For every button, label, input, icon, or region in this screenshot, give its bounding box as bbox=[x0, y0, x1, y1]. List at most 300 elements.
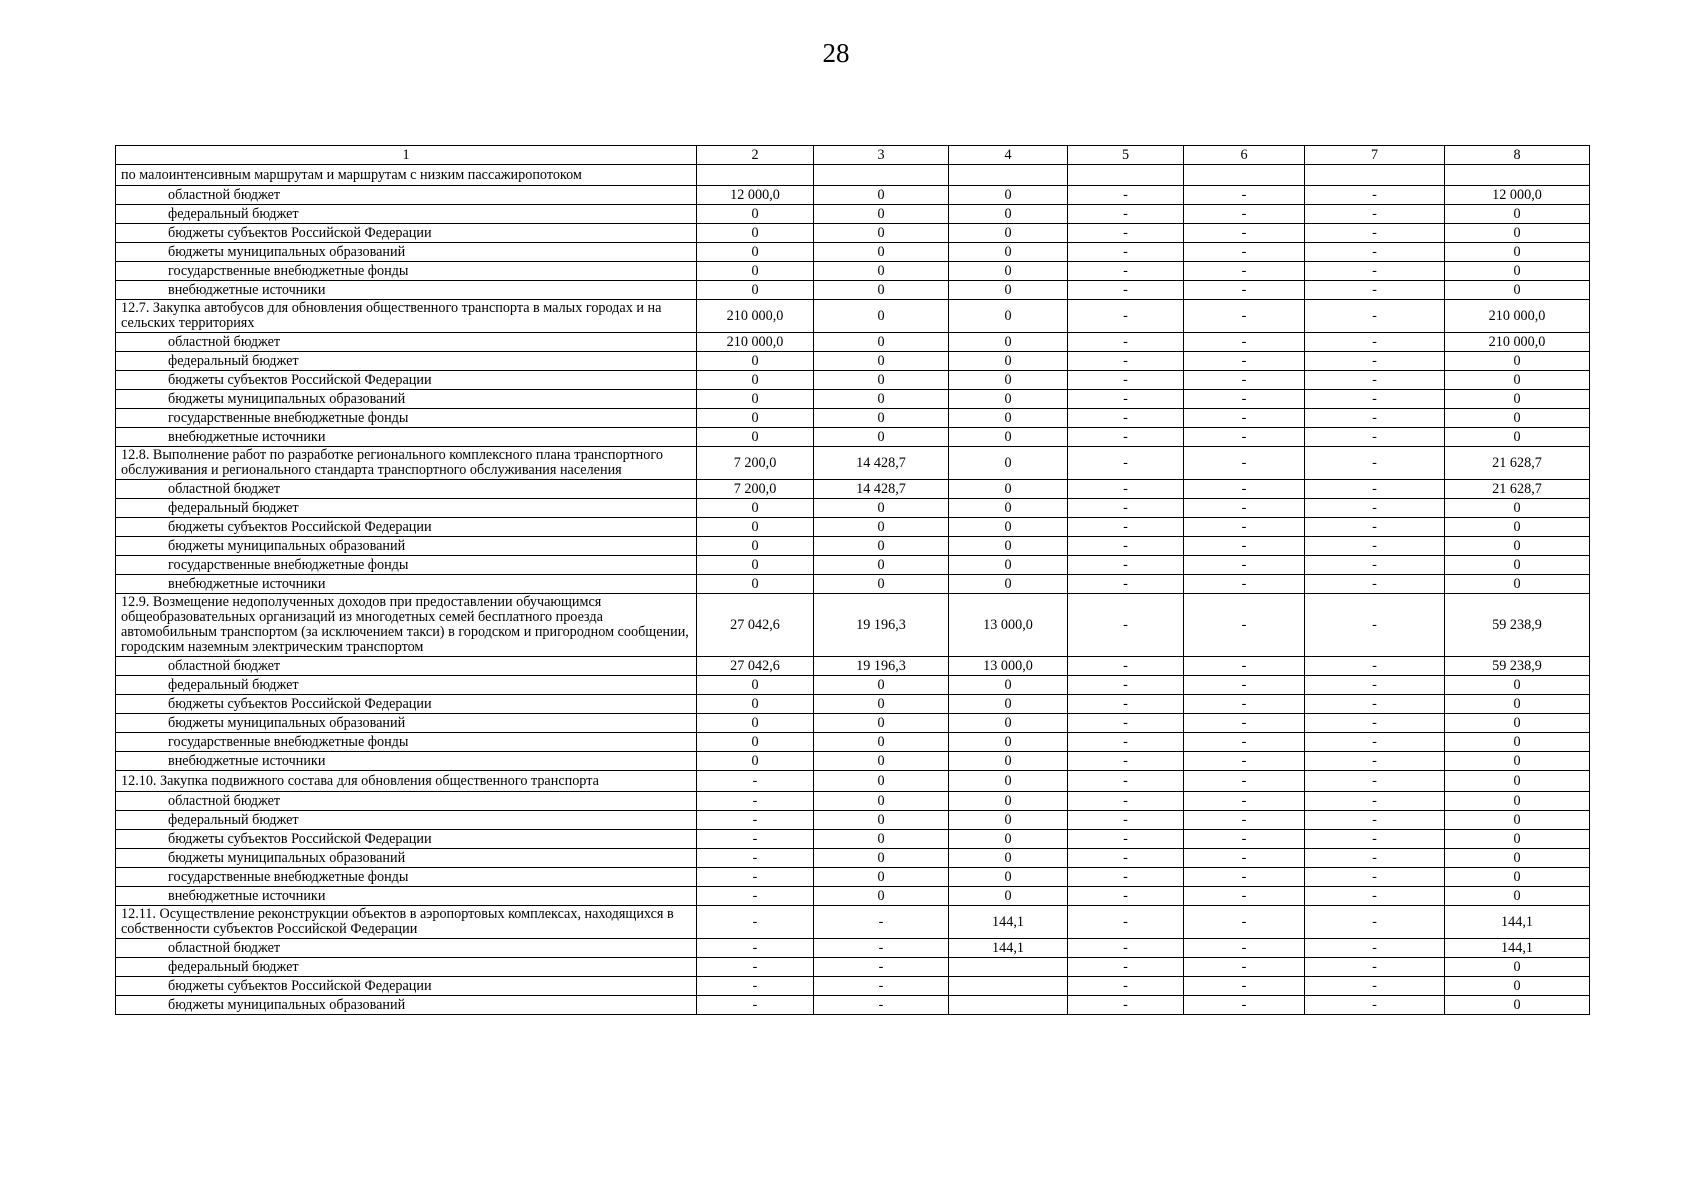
value-col-4-cell: 0 bbox=[949, 333, 1068, 352]
value-col-6-cell: - bbox=[1184, 849, 1305, 868]
value-col-2-cell: 0 bbox=[697, 556, 814, 575]
row-label-cell: федеральный бюджет bbox=[116, 676, 697, 695]
value-col-7-cell: - bbox=[1305, 243, 1445, 262]
value-col-4-cell: 0 bbox=[949, 537, 1068, 556]
value-col-6-cell: - bbox=[1184, 333, 1305, 352]
value-col-6-cell: - bbox=[1184, 887, 1305, 906]
value-col-2-cell: - bbox=[697, 849, 814, 868]
column-number-cell: 2 bbox=[697, 146, 814, 165]
table-subrow bbox=[116, 390, 1590, 409]
value-col-8-cell: 0 bbox=[1445, 752, 1590, 771]
value-col-7-cell: - bbox=[1305, 657, 1445, 676]
value-col-7-cell: - bbox=[1305, 811, 1445, 830]
value-col-5-cell: - bbox=[1068, 518, 1184, 537]
table-subrow bbox=[116, 186, 1590, 205]
value-col-6-cell: - bbox=[1184, 939, 1305, 958]
table-group-row bbox=[116, 300, 1590, 333]
column-number-cell: 7 bbox=[1305, 146, 1445, 165]
value-col-7-cell: - bbox=[1305, 390, 1445, 409]
table-subrow bbox=[116, 811, 1590, 830]
row-label-cell: бюджеты муниципальных образований bbox=[116, 996, 697, 1015]
value-col-6-cell: - bbox=[1184, 518, 1305, 537]
row-label-cell: 12.10. Закупка подвижного состава для обновления общественного транспорта bbox=[116, 771, 697, 792]
value-col-2-cell: 7 200,0 bbox=[697, 447, 814, 480]
value-col-5-cell: - bbox=[1068, 958, 1184, 977]
value-col-4-cell: 0 bbox=[949, 371, 1068, 390]
value-col-6-cell: - bbox=[1184, 243, 1305, 262]
value-col-8-cell: 0 bbox=[1445, 830, 1590, 849]
value-col-2-cell: 0 bbox=[697, 537, 814, 556]
row-label-cell: внебюджетные источники bbox=[116, 575, 697, 594]
value-col-2-cell: 0 bbox=[697, 243, 814, 262]
value-col-3-cell: 0 bbox=[814, 714, 949, 733]
row-label-cell: федеральный бюджет bbox=[116, 499, 697, 518]
value-col-5-cell: - bbox=[1068, 695, 1184, 714]
value-col-3-cell: 0 bbox=[814, 771, 949, 792]
table-subrow bbox=[116, 714, 1590, 733]
value-col-3-cell: 0 bbox=[814, 887, 949, 906]
value-col-2-cell: - bbox=[697, 939, 814, 958]
value-col-3-cell: - bbox=[814, 939, 949, 958]
table-subrow bbox=[116, 518, 1590, 537]
value-col-5-cell: - bbox=[1068, 262, 1184, 281]
value-col-4-cell: 0 bbox=[949, 243, 1068, 262]
value-col-8-cell: 0 bbox=[1445, 868, 1590, 887]
value-col-6-cell: - bbox=[1184, 205, 1305, 224]
value-col-7-cell: - bbox=[1305, 752, 1445, 771]
value-col-6-cell: - bbox=[1184, 499, 1305, 518]
value-col-4-cell: 144,1 bbox=[949, 939, 1068, 958]
value-col-6-cell: - bbox=[1184, 224, 1305, 243]
value-col-7-cell: - bbox=[1305, 958, 1445, 977]
value-col-2-cell: 0 bbox=[697, 499, 814, 518]
row-label-cell: областной бюджет bbox=[116, 657, 697, 676]
value-col-8-cell bbox=[1445, 165, 1590, 186]
column-number-cell: 6 bbox=[1184, 146, 1305, 165]
value-col-8-cell: 0 bbox=[1445, 556, 1590, 575]
row-label-cell: бюджеты субъектов Российской Федерации bbox=[116, 224, 697, 243]
value-col-6-cell: - bbox=[1184, 371, 1305, 390]
value-col-4-cell bbox=[949, 996, 1068, 1015]
table-subrow bbox=[116, 352, 1590, 371]
row-label-cell: государственные внебюджетные фонды bbox=[116, 409, 697, 428]
value-col-7-cell: - bbox=[1305, 409, 1445, 428]
value-col-4-cell: 0 bbox=[949, 714, 1068, 733]
value-col-8-cell: 0 bbox=[1445, 733, 1590, 752]
value-col-3-cell: 0 bbox=[814, 262, 949, 281]
value-col-5-cell: - bbox=[1068, 657, 1184, 676]
value-col-2-cell: 0 bbox=[697, 714, 814, 733]
value-col-3-cell: 0 bbox=[814, 849, 949, 868]
value-col-2-cell: 0 bbox=[697, 352, 814, 371]
table-subrow bbox=[116, 733, 1590, 752]
table-subrow bbox=[116, 281, 1590, 300]
value-col-6-cell: - bbox=[1184, 409, 1305, 428]
value-col-2-cell: 0 bbox=[697, 575, 814, 594]
value-col-6-cell: - bbox=[1184, 657, 1305, 676]
row-label-cell: бюджеты муниципальных образований bbox=[116, 537, 697, 556]
row-label-cell: 12.8. Выполнение работ по разработке регионального комплексного плана транспортного обслуживания и регионального стандарта транспортного обслуживания населения bbox=[116, 447, 697, 480]
value-col-3-cell: 0 bbox=[814, 575, 949, 594]
value-col-4-cell bbox=[949, 958, 1068, 977]
value-col-4-cell: 0 bbox=[949, 575, 1068, 594]
row-label-cell: федеральный бюджет bbox=[116, 958, 697, 977]
value-col-7-cell: - bbox=[1305, 714, 1445, 733]
value-col-5-cell: - bbox=[1068, 939, 1184, 958]
value-col-4-cell: 0 bbox=[949, 676, 1068, 695]
column-number-cell: 3 bbox=[814, 146, 949, 165]
table-subrow bbox=[116, 792, 1590, 811]
value-col-2-cell: 0 bbox=[697, 695, 814, 714]
value-col-2-cell: 0 bbox=[697, 752, 814, 771]
value-col-6-cell: - bbox=[1184, 281, 1305, 300]
table-subrow bbox=[116, 996, 1590, 1015]
value-col-2-cell: 0 bbox=[697, 676, 814, 695]
row-label-cell: федеральный бюджет bbox=[116, 352, 697, 371]
value-col-8-cell: 0 bbox=[1445, 575, 1590, 594]
value-col-5-cell: - bbox=[1068, 792, 1184, 811]
row-label-cell: внебюджетные источники bbox=[116, 428, 697, 447]
value-col-8-cell: 0 bbox=[1445, 409, 1590, 428]
value-col-7-cell: - bbox=[1305, 996, 1445, 1015]
value-col-6-cell: - bbox=[1184, 977, 1305, 996]
row-label-cell: областной бюджет bbox=[116, 186, 697, 205]
table-subrow bbox=[116, 939, 1590, 958]
value-col-5-cell bbox=[1068, 165, 1184, 186]
value-col-3-cell: 0 bbox=[814, 830, 949, 849]
value-col-5-cell: - bbox=[1068, 830, 1184, 849]
value-col-2-cell: 0 bbox=[697, 262, 814, 281]
value-col-3-cell: 0 bbox=[814, 243, 949, 262]
value-col-8-cell: 59 238,9 bbox=[1445, 657, 1590, 676]
value-col-5-cell: - bbox=[1068, 281, 1184, 300]
value-col-8-cell: 0 bbox=[1445, 977, 1590, 996]
value-col-7-cell: - bbox=[1305, 499, 1445, 518]
row-label-cell: внебюджетные источники bbox=[116, 752, 697, 771]
value-col-4-cell: 0 bbox=[949, 695, 1068, 714]
row-label-cell: бюджеты субъектов Российской Федерации bbox=[116, 830, 697, 849]
row-label-cell: государственные внебюджетные фонды bbox=[116, 556, 697, 575]
value-col-8-cell: 0 bbox=[1445, 811, 1590, 830]
table-subrow bbox=[116, 695, 1590, 714]
value-col-3-cell: - bbox=[814, 906, 949, 939]
column-number-row bbox=[116, 146, 1590, 165]
value-col-7-cell: - bbox=[1305, 186, 1445, 205]
value-col-5-cell: - bbox=[1068, 594, 1184, 657]
value-col-7-cell: - bbox=[1305, 224, 1445, 243]
row-label-cell: бюджеты муниципальных образований bbox=[116, 243, 697, 262]
value-col-2-cell: - bbox=[697, 996, 814, 1015]
value-col-6-cell bbox=[1184, 165, 1305, 186]
row-label-cell: федеральный бюджет bbox=[116, 811, 697, 830]
value-col-2-cell: - bbox=[697, 811, 814, 830]
value-col-8-cell: 0 bbox=[1445, 390, 1590, 409]
value-col-7-cell: - bbox=[1305, 594, 1445, 657]
value-col-5-cell: - bbox=[1068, 733, 1184, 752]
value-col-7-cell: - bbox=[1305, 556, 1445, 575]
value-col-8-cell: 0 bbox=[1445, 792, 1590, 811]
value-col-4-cell: 0 bbox=[949, 300, 1068, 333]
value-col-6-cell: - bbox=[1184, 811, 1305, 830]
table-subrow bbox=[116, 371, 1590, 390]
value-col-6-cell: - bbox=[1184, 186, 1305, 205]
value-col-7-cell: - bbox=[1305, 695, 1445, 714]
row-label-cell: областной бюджет bbox=[116, 333, 697, 352]
value-col-4-cell: 0 bbox=[949, 811, 1068, 830]
value-col-6-cell: - bbox=[1184, 262, 1305, 281]
row-label-cell: внебюджетные источники bbox=[116, 281, 697, 300]
value-col-7-cell: - bbox=[1305, 300, 1445, 333]
value-col-3-cell: 0 bbox=[814, 281, 949, 300]
table-subrow bbox=[116, 243, 1590, 262]
value-col-6-cell: - bbox=[1184, 996, 1305, 1015]
value-col-4-cell: 13 000,0 bbox=[949, 657, 1068, 676]
value-col-8-cell: 0 bbox=[1445, 771, 1590, 792]
value-col-3-cell: 0 bbox=[814, 352, 949, 371]
value-col-3-cell: 0 bbox=[814, 300, 949, 333]
table-subrow bbox=[116, 849, 1590, 868]
value-col-2-cell: 12 000,0 bbox=[697, 186, 814, 205]
value-col-2-cell: 7 200,0 bbox=[697, 480, 814, 499]
value-col-2-cell: 0 bbox=[697, 518, 814, 537]
value-col-2-cell: 0 bbox=[697, 409, 814, 428]
value-col-4-cell: 0 bbox=[949, 752, 1068, 771]
value-col-2-cell: 0 bbox=[697, 428, 814, 447]
value-col-4-cell: 0 bbox=[949, 186, 1068, 205]
value-col-3-cell: 0 bbox=[814, 695, 949, 714]
value-col-5-cell: - bbox=[1068, 300, 1184, 333]
value-col-6-cell: - bbox=[1184, 830, 1305, 849]
value-col-4-cell: 0 bbox=[949, 428, 1068, 447]
column-number-cell: 8 bbox=[1445, 146, 1590, 165]
value-col-3-cell: 0 bbox=[814, 811, 949, 830]
value-col-3-cell: - bbox=[814, 996, 949, 1015]
value-col-8-cell: 21 628,7 bbox=[1445, 447, 1590, 480]
value-col-4-cell: 0 bbox=[949, 262, 1068, 281]
value-col-7-cell: - bbox=[1305, 428, 1445, 447]
value-col-7-cell: - bbox=[1305, 676, 1445, 695]
value-col-8-cell: 0 bbox=[1445, 262, 1590, 281]
budget-table bbox=[115, 145, 1590, 1015]
value-col-6-cell: - bbox=[1184, 352, 1305, 371]
value-col-4-cell: 0 bbox=[949, 390, 1068, 409]
table-group-row bbox=[116, 447, 1590, 480]
value-col-7-cell: - bbox=[1305, 733, 1445, 752]
value-col-5-cell: - bbox=[1068, 575, 1184, 594]
value-col-4-cell: 0 bbox=[949, 792, 1068, 811]
value-col-7-cell: - bbox=[1305, 447, 1445, 480]
value-col-3-cell: 0 bbox=[814, 499, 949, 518]
value-col-7-cell: - bbox=[1305, 333, 1445, 352]
table-subrow bbox=[116, 428, 1590, 447]
value-col-6-cell: - bbox=[1184, 906, 1305, 939]
table-subrow bbox=[116, 262, 1590, 281]
value-col-3-cell: 0 bbox=[814, 537, 949, 556]
value-col-3-cell: 0 bbox=[814, 868, 949, 887]
value-col-4-cell: 0 bbox=[949, 556, 1068, 575]
value-col-4-cell: 0 bbox=[949, 733, 1068, 752]
value-col-7-cell: - bbox=[1305, 939, 1445, 958]
value-col-3-cell: 19 196,3 bbox=[814, 594, 949, 657]
value-col-5-cell: - bbox=[1068, 771, 1184, 792]
value-col-6-cell: - bbox=[1184, 575, 1305, 594]
table-subrow bbox=[116, 480, 1590, 499]
value-col-6-cell: - bbox=[1184, 771, 1305, 792]
value-col-5-cell: - bbox=[1068, 480, 1184, 499]
row-label-cell: бюджеты субъектов Российской Федерации bbox=[116, 371, 697, 390]
value-col-5-cell: - bbox=[1068, 409, 1184, 428]
table-subrow bbox=[116, 499, 1590, 518]
value-col-8-cell: 0 bbox=[1445, 518, 1590, 537]
value-col-8-cell: 0 bbox=[1445, 996, 1590, 1015]
row-label-cell: бюджеты субъектов Российской Федерации bbox=[116, 977, 697, 996]
value-col-7-cell: - bbox=[1305, 906, 1445, 939]
value-col-7-cell: - bbox=[1305, 480, 1445, 499]
value-col-2-cell: - bbox=[697, 887, 814, 906]
value-col-2-cell: 27 042,6 bbox=[697, 657, 814, 676]
value-col-8-cell: 0 bbox=[1445, 205, 1590, 224]
value-col-6-cell: - bbox=[1184, 480, 1305, 499]
value-col-2-cell: 0 bbox=[697, 205, 814, 224]
value-col-6-cell: - bbox=[1184, 447, 1305, 480]
value-col-7-cell: - bbox=[1305, 977, 1445, 996]
value-col-8-cell: 0 bbox=[1445, 849, 1590, 868]
row-label-cell: бюджеты муниципальных образований bbox=[116, 714, 697, 733]
value-col-6-cell: - bbox=[1184, 594, 1305, 657]
value-col-5-cell: - bbox=[1068, 977, 1184, 996]
value-col-3-cell: 0 bbox=[814, 556, 949, 575]
value-col-3-cell: 0 bbox=[814, 752, 949, 771]
value-col-5-cell: - bbox=[1068, 333, 1184, 352]
value-col-6-cell: - bbox=[1184, 556, 1305, 575]
value-col-7-cell: - bbox=[1305, 849, 1445, 868]
table-subrow bbox=[116, 657, 1590, 676]
value-col-4-cell: 0 bbox=[949, 518, 1068, 537]
value-col-4-cell: 0 bbox=[949, 447, 1068, 480]
value-col-4-cell: 0 bbox=[949, 868, 1068, 887]
value-col-5-cell: - bbox=[1068, 556, 1184, 575]
row-label-cell: 12.11. Осуществление реконструкции объектов в аэропортовых комплексах, находящихся в собственности субъектов Российской Федерации bbox=[116, 906, 697, 939]
value-col-5-cell: - bbox=[1068, 887, 1184, 906]
value-col-4-cell: 0 bbox=[949, 830, 1068, 849]
value-col-8-cell: 0 bbox=[1445, 428, 1590, 447]
value-col-3-cell: 14 428,7 bbox=[814, 480, 949, 499]
row-label-cell: 12.9. Возмещение недополученных доходов при предоставлении обучающимся общеобразовательных организаций из многодетных семей бесплатного проезда автомобильным транспортом (за исключением такси) в городском и пригородном сообщении, городским наземным электрическим транспортом bbox=[116, 594, 697, 657]
table-group-row bbox=[116, 906, 1590, 939]
value-col-6-cell: - bbox=[1184, 733, 1305, 752]
value-col-8-cell: 0 bbox=[1445, 224, 1590, 243]
value-col-6-cell: - bbox=[1184, 300, 1305, 333]
value-col-5-cell: - bbox=[1068, 868, 1184, 887]
value-col-3-cell: 0 bbox=[814, 224, 949, 243]
value-col-2-cell: 0 bbox=[697, 281, 814, 300]
value-col-4-cell bbox=[949, 977, 1068, 996]
table-group-row bbox=[116, 771, 1590, 792]
value-col-8-cell: 0 bbox=[1445, 352, 1590, 371]
value-col-7-cell: - bbox=[1305, 887, 1445, 906]
value-col-2-cell: - bbox=[697, 906, 814, 939]
value-col-3-cell: 0 bbox=[814, 518, 949, 537]
value-col-2-cell: 0 bbox=[697, 733, 814, 752]
value-col-5-cell: - bbox=[1068, 996, 1184, 1015]
value-col-2-cell: 0 bbox=[697, 371, 814, 390]
value-col-3-cell: 0 bbox=[814, 333, 949, 352]
value-col-2-cell: - bbox=[697, 792, 814, 811]
column-number-cell: 1 bbox=[116, 146, 697, 165]
value-col-8-cell: 210 000,0 bbox=[1445, 300, 1590, 333]
row-label-cell: федеральный бюджет bbox=[116, 205, 697, 224]
value-col-3-cell: 0 bbox=[814, 733, 949, 752]
value-col-6-cell: - bbox=[1184, 714, 1305, 733]
value-col-5-cell: - bbox=[1068, 752, 1184, 771]
value-col-6-cell: - bbox=[1184, 752, 1305, 771]
value-col-5-cell: - bbox=[1068, 186, 1184, 205]
table-subrow bbox=[116, 830, 1590, 849]
value-col-4-cell: 0 bbox=[949, 499, 1068, 518]
value-col-4-cell: 0 bbox=[949, 771, 1068, 792]
value-col-7-cell: - bbox=[1305, 352, 1445, 371]
value-col-5-cell: - bbox=[1068, 428, 1184, 447]
value-col-3-cell: - bbox=[814, 958, 949, 977]
value-col-7-cell: - bbox=[1305, 771, 1445, 792]
value-col-4-cell: 0 bbox=[949, 887, 1068, 906]
value-col-2-cell bbox=[697, 165, 814, 186]
budget-table-body bbox=[116, 146, 1590, 1015]
value-col-2-cell: 0 bbox=[697, 390, 814, 409]
value-col-6-cell: - bbox=[1184, 792, 1305, 811]
value-col-4-cell bbox=[949, 165, 1068, 186]
column-number-cell: 4 bbox=[949, 146, 1068, 165]
value-col-2-cell: - bbox=[697, 958, 814, 977]
value-col-8-cell: 0 bbox=[1445, 281, 1590, 300]
table-subrow bbox=[116, 868, 1590, 887]
value-col-3-cell: - bbox=[814, 977, 949, 996]
value-col-3-cell: 0 bbox=[814, 186, 949, 205]
value-col-8-cell: 210 000,0 bbox=[1445, 333, 1590, 352]
value-col-6-cell: - bbox=[1184, 676, 1305, 695]
value-col-2-cell: 210 000,0 bbox=[697, 333, 814, 352]
value-col-6-cell: - bbox=[1184, 958, 1305, 977]
table-group-row bbox=[116, 594, 1590, 657]
value-col-2-cell: - bbox=[697, 868, 814, 887]
value-col-8-cell: 0 bbox=[1445, 695, 1590, 714]
table-subrow bbox=[116, 977, 1590, 996]
value-col-3-cell: 0 bbox=[814, 409, 949, 428]
value-col-2-cell: - bbox=[697, 771, 814, 792]
value-col-5-cell: - bbox=[1068, 811, 1184, 830]
table-subrow bbox=[116, 205, 1590, 224]
value-col-8-cell: 0 bbox=[1445, 537, 1590, 556]
value-col-5-cell: - bbox=[1068, 849, 1184, 868]
value-col-5-cell: - bbox=[1068, 390, 1184, 409]
value-col-2-cell: - bbox=[697, 977, 814, 996]
value-col-8-cell: 0 bbox=[1445, 676, 1590, 695]
row-label-cell: государственные внебюджетные фонды bbox=[116, 262, 697, 281]
value-col-4-cell: 13 000,0 bbox=[949, 594, 1068, 657]
value-col-4-cell: 0 bbox=[949, 409, 1068, 428]
value-col-8-cell: 21 628,7 bbox=[1445, 480, 1590, 499]
value-col-3-cell: 19 196,3 bbox=[814, 657, 949, 676]
table-group-row bbox=[116, 165, 1590, 186]
row-label-cell: областной бюджет bbox=[116, 792, 697, 811]
value-col-7-cell: - bbox=[1305, 518, 1445, 537]
value-col-6-cell: - bbox=[1184, 390, 1305, 409]
value-col-6-cell: - bbox=[1184, 868, 1305, 887]
value-col-5-cell: - bbox=[1068, 243, 1184, 262]
row-label-cell: бюджеты муниципальных образований bbox=[116, 849, 697, 868]
value-col-7-cell: - bbox=[1305, 830, 1445, 849]
row-label-cell: бюджеты субъектов Российской Федерации bbox=[116, 518, 697, 537]
